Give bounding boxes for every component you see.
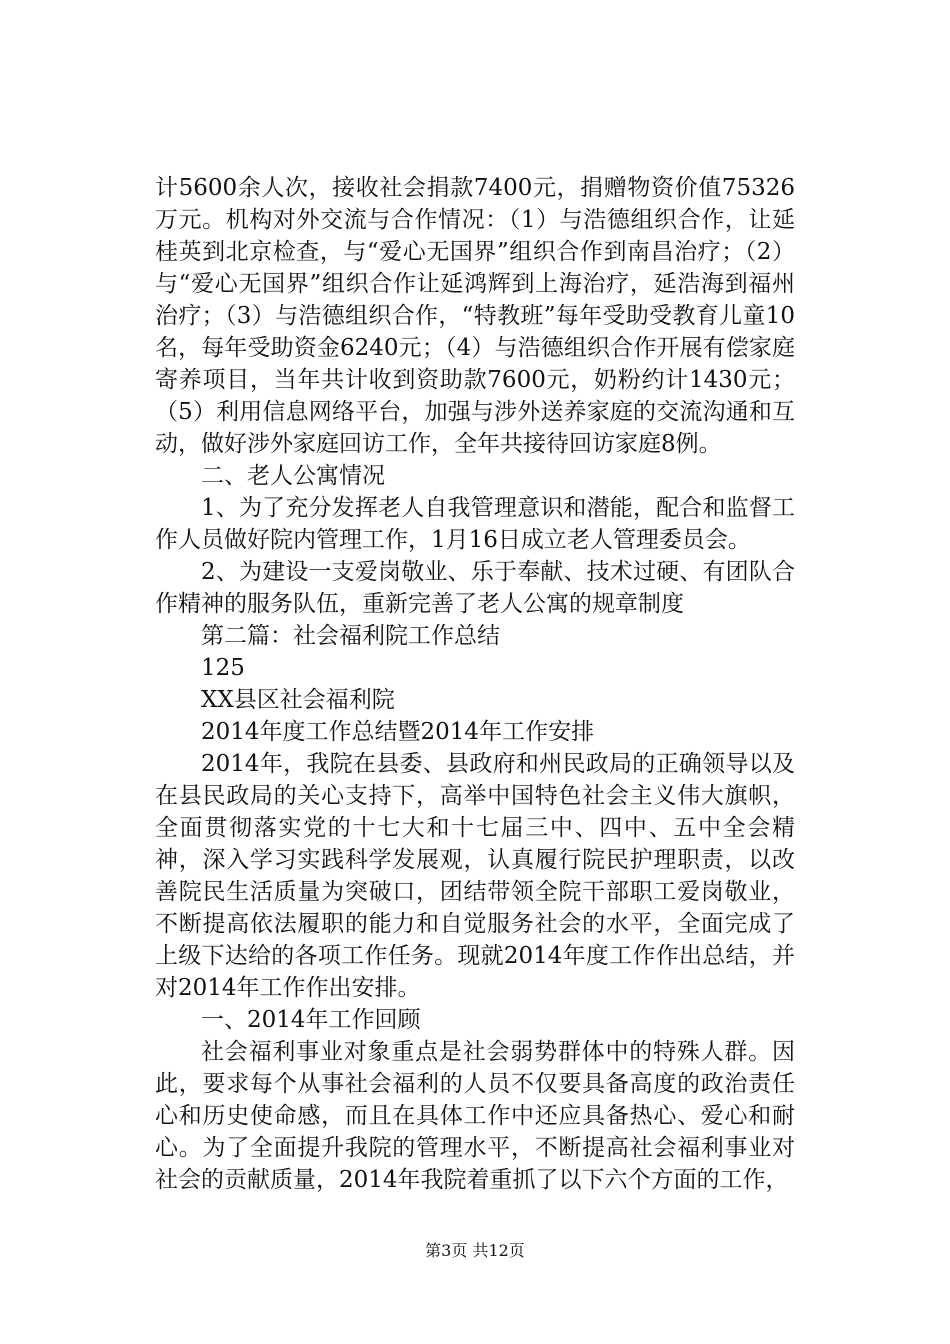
paragraph-donations-cooperation: 计5600余人次，接收社会捐款7400元，捐赠物资价值75326万元。机构对外交流与合作情况：（1）与浩德组织合作，让延桂英到北京检查，与“爱心无国界”组织合作到南昌治疗；（2）与“爱心无国界”组织合作让延鸿辉到上海治疗，延浩海到福州治疗；（3）与浩德组织合作，“特教班”每年受助受教育儿童10名，每年受助资金6240元；（4）与浩德组织合作开展有偿家庭寄养项目，当年共计收到资助款7600元，奶粉约计1430元；（5）利用信息网络平台，加强与涉外送养家庭的交流沟通和互动，做好涉外家庭回访工作，全年共接待回访家庭8例。 <box>155 175 795 457</box>
report-title: 2014年度工作总结暨2014年工作安排 <box>201 719 595 745</box>
heading-elderly-apartment: 二、老人公寓情况 <box>201 463 385 489</box>
paragraph-elderly-committee: 1、为了充分发挥老人自我管理意识和潜能，配合和监督工作人员做好院内管理工作，1月16日成立老人管理委员会。 <box>155 495 795 553</box>
document-body <box>155 172 795 1196</box>
paragraph-intro: 2014年，我院在县委、县政府和州民政局的正确领导以及在县民政局的关心支持下，高举中国特色社会主义伟大旗帜，全面贯彻落实党的十七大和十七届三中、四中、五中全会精神，深入学习实践科学发展观，认真履行院民护理职责，以改善院民生活质量为突破口，团结带领全院干部职工爱岗敬业，不断提高依法履职的能力和自觉服务社会的水平，全面完成了上级下达给的各项工作任务。现就2014年度工作作出总结，并对2014年工作作出安排。 <box>155 751 795 1001</box>
heading-work-review: 一、2014年工作回顾 <box>201 1007 421 1033</box>
paragraph-service-team: 2、为建设一支爱岗敬业、乐于奉献、技术过硬、有团队合作精神的服务队伍，重新完善了老人公寓的规章制度 <box>155 559 795 617</box>
paragraph-work-review: 社会福利事业对象重点是社会弱势群体中的特殊人群。因此，要求每个从事社会福利的人员不仅要具备高度的政治责任心和历史使命感，而且在具体工作中还应具备热心、爱心和耐心。为了全面提升我院的管理水平，不断提高社会福利事业对社会的贡献质量，2014年我院着重抓了以下六个方面的工作， <box>155 1039 795 1193</box>
institution-name: XX县区社会福利院 <box>201 687 395 713</box>
section-number: 125 <box>201 655 245 681</box>
page-footer: 第3页 共12页 <box>425 1241 525 1260</box>
section-title: 第二篇：社会福利院工作总结 <box>201 623 500 649</box>
